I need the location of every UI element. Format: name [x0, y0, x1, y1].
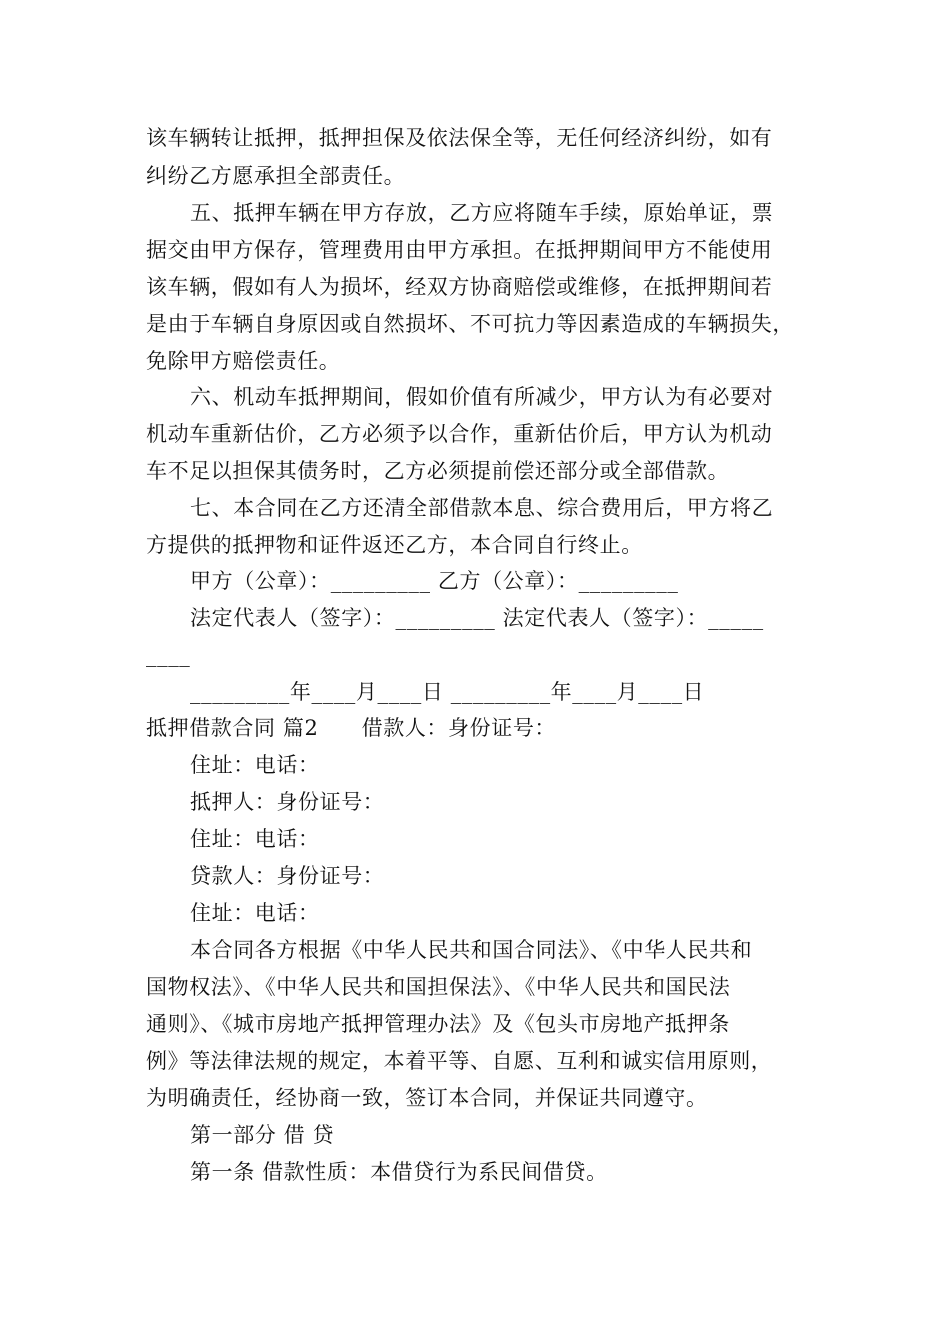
text-line: 七、本合同在乙方还清全部借款本息、综合费用后，甲方将乙 [190, 496, 774, 520]
signature-line: 法定代表人（签字）：_________ 法定代表人（签字）：_____ [190, 606, 764, 630]
text-line: 纠纷乙方愿承担全部责任。 [146, 164, 406, 188]
signature-line: 甲方（公章）：_________ 乙方（公章）：_________ [190, 569, 679, 593]
text-line: 方提供的抵押物和证件返还乙方，本合同自行终止。 [146, 533, 643, 557]
text-line: 贷款人：身份证号： [190, 864, 385, 888]
text-line: 该车辆转让抵押，抵押担保及依法保全等，无任何经济纠纷，如有 [146, 126, 773, 150]
text-line: 免除甲方赔偿责任。 [146, 349, 341, 373]
text-line: 为明确责任，经协商一致，签订本合同，并保证共同遵守。 [146, 1086, 708, 1110]
text-line: 抵押人：身份证号： [190, 790, 385, 814]
text-line: 五、抵押车辆在甲方存放，乙方应将随车手续，原始单证，票 [190, 201, 774, 225]
text-line: 机动车重新估价，乙方必须予以合作，重新估价后，甲方认为机动 [146, 422, 773, 446]
section-heading: 抵押借款合同 篇2 借款人：身份证号： [146, 716, 557, 740]
text-line: 住址：电话： [190, 901, 320, 925]
part-heading: 第一部分 借 贷 [190, 1123, 335, 1147]
text-line: 例》等法律法规的规定，本着平等、自愿、互利和诚实信用原则， [146, 1049, 773, 1073]
text-line: 本合同各方根据《中华人民共和国合同法》、《中华人民共和 [190, 938, 753, 962]
text-line: 住址：电话： [190, 753, 320, 777]
text-line: 六、机动车抵押期间，假如价值有所减少，甲方认为有必要对 [190, 385, 774, 409]
text-line: 住址：电话： [190, 827, 320, 851]
text-line: 据交由甲方保存，管理费用由甲方承担。在抵押期间甲方不能使用 [146, 238, 773, 262]
text-line: 车不足以担保其债务时，乙方必须提前偿还部分或全部借款。 [146, 459, 730, 483]
signature-line: ____ [146, 643, 191, 667]
text-line: 该车辆，假如有人为损坏，经双方协商赔偿或维修，在抵押期间若 [146, 275, 773, 299]
clause-line: 第一条 借款性质：本借贷行为系民间借贷。 [190, 1160, 608, 1184]
date-line: _________年____月____日 _________年____月____日 [190, 680, 705, 704]
text-line: 国物权法》、《中华人民共和国担保法》、《中华人民共和国民法 [146, 975, 731, 999]
text-line: 是由于车辆自身原因或自然损坏、不可抗力等因素造成的车辆损失， [146, 312, 794, 336]
text-line: 通则》、《城市房地产抵押管理办法》及《包头市房地产抵押条 [146, 1012, 730, 1036]
